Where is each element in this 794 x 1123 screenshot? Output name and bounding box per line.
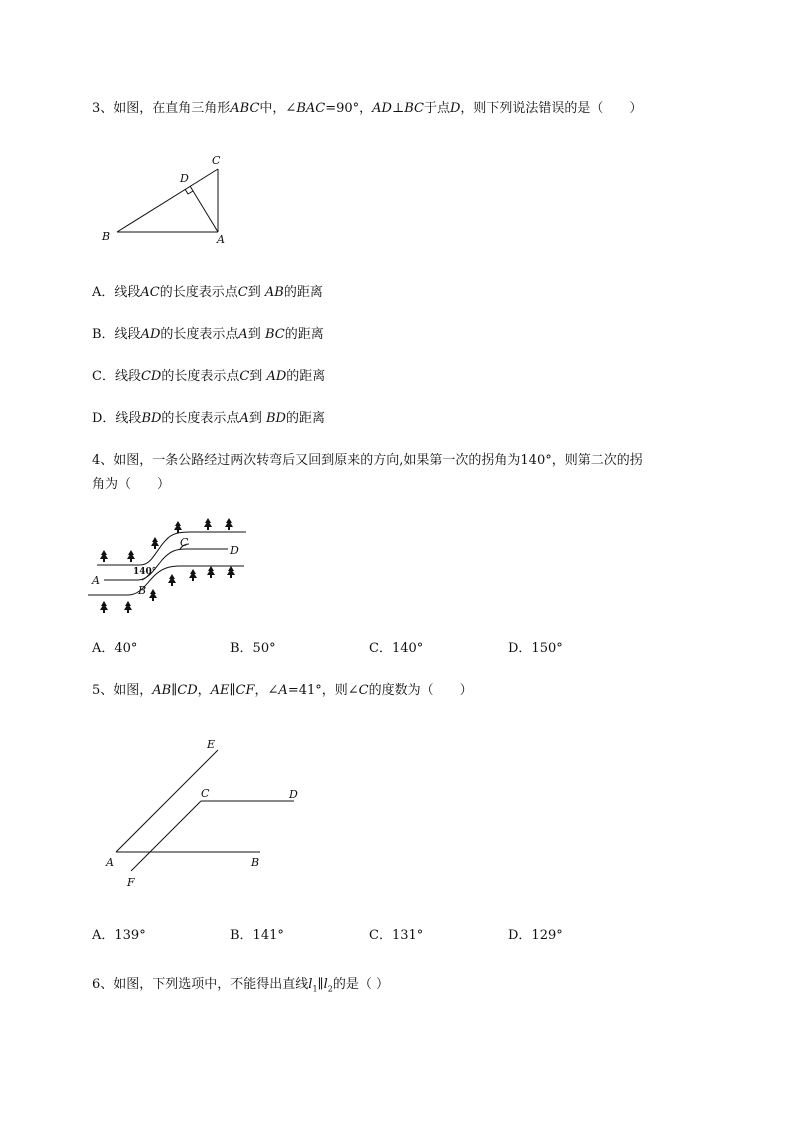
q4-option-a: A．40° [92,641,138,656]
q4-option-d: D．150° [508,641,563,656]
q5-label-a: A [106,856,114,869]
q5-line-cf [131,801,201,871]
q5-label-e: E [207,738,216,751]
q5-stem: 5、如图，AB∥CD，AE∥CF，∠A=41°，则∠C的度数为（ ） [92,683,473,698]
q3-option-b: B．线段AD的长度表示点A到 BC的距离 [92,327,324,342]
q3-label-c: C [212,154,221,167]
q5-option-c: C．131° [369,928,424,943]
q3-option-a: A．线段AC的长度表示点C到 AB的距离 [92,285,323,300]
q4-label-d: D [230,544,239,557]
q5-label-d: D [289,788,298,801]
q4-stem-line2: 角为（ ） [92,477,171,492]
q3-option-d: D．线段BD的长度表示点A到 BD的距离 [92,411,325,426]
q3-stem: 3、如图，在直角三角形ABC中，∠BAC=90°，AD⊥BC于点D，则下列说法错误的是（ ） [92,101,643,116]
q4-label-a: A [92,574,100,587]
q5-label-c: C [201,787,210,800]
q4-option-b: B．50° [230,641,276,656]
q4-label-c: C [180,536,189,549]
q4-angle-label: 140° [133,567,157,577]
q3-option-c: C．线段CD的长度表示点C到 AD的距离 [92,369,326,384]
q4-option-c: C．140° [369,641,424,656]
q5-label-f: F [127,876,135,889]
q5-label-b: B [251,856,260,869]
q4-label-b: B [138,584,147,597]
q3-label-b: B [102,230,111,243]
q5-option-d: D．129° [508,928,563,943]
q4-stem-line1: 4、如图，一条公路经过两次转弯后又回到原来的方向,如果第一次的拐角为140°，则第二次的拐 [92,453,643,468]
q6-stem: 6、如图，下列选项中，不能得出直线$l_1\parallel l_2$的是（ ） [92,977,389,994]
q3-label-d: D [180,172,189,185]
q5-option-b: B．141° [230,928,284,943]
q3-label-a: A [217,233,225,246]
q5-option-a: A．139° [92,928,146,943]
